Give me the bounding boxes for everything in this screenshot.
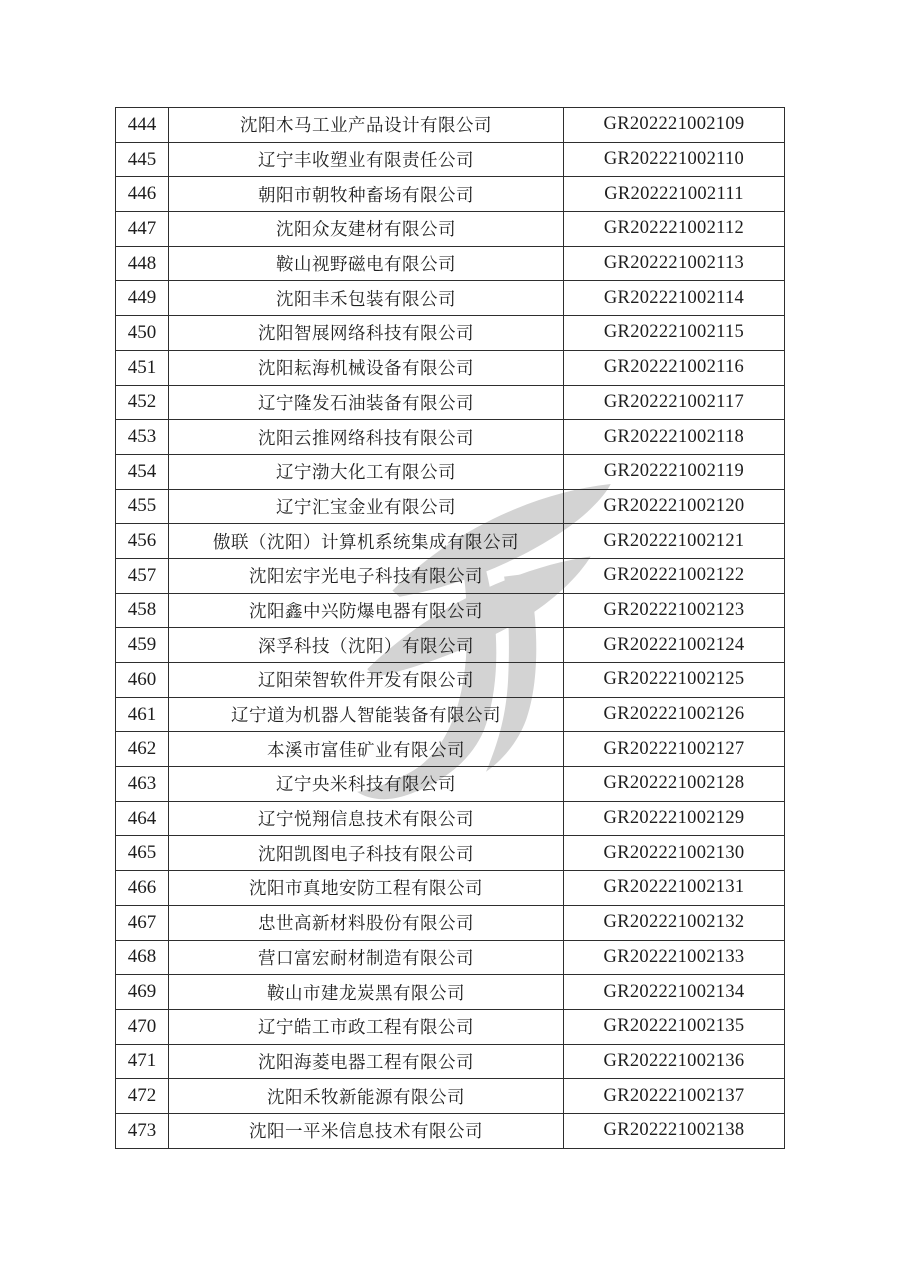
- row-number: 471: [116, 1044, 169, 1079]
- gr-code: GR202221002126: [564, 697, 785, 732]
- row-number: 447: [116, 212, 169, 247]
- row-number: 459: [116, 628, 169, 663]
- table-row: [116, 246, 785, 281]
- table-row: [116, 385, 785, 420]
- gr-code: GR202221002124: [564, 628, 785, 663]
- table-row: [116, 142, 785, 177]
- company-name: 辽宁隆发石油装备有限公司: [169, 385, 564, 420]
- gr-code: GR202221002109: [564, 108, 785, 143]
- company-name: 辽宁道为机器人智能装备有限公司: [169, 697, 564, 732]
- gr-code: GR202221002131: [564, 871, 785, 906]
- table-row: [116, 905, 785, 940]
- company-name: 沈阳智展网络科技有限公司: [169, 316, 564, 351]
- table-row: [116, 454, 785, 489]
- row-number: 468: [116, 940, 169, 975]
- company-name: 忠世高新材料股份有限公司: [169, 905, 564, 940]
- company-name: 沈阳鑫中兴防爆电器有限公司: [169, 593, 564, 628]
- company-name: 辽宁央米科技有限公司: [169, 767, 564, 802]
- table-row: [116, 732, 785, 767]
- gr-code: GR202221002125: [564, 663, 785, 698]
- gr-code: GR202221002111: [564, 177, 785, 212]
- row-number: 472: [116, 1079, 169, 1114]
- table-row: [116, 558, 785, 593]
- gr-code: GR202221002138: [564, 1113, 785, 1148]
- table-row: [116, 316, 785, 351]
- table-row: [116, 108, 785, 143]
- table-row: [116, 1113, 785, 1148]
- table-row: [116, 940, 785, 975]
- table-row: [116, 663, 785, 698]
- gr-code: GR202221002120: [564, 489, 785, 524]
- gr-code: GR202221002117: [564, 385, 785, 420]
- row-number: 450: [116, 316, 169, 351]
- gr-code: GR202221002137: [564, 1079, 785, 1114]
- company-name: 辽宁悦翔信息技术有限公司: [169, 801, 564, 836]
- table-row: [116, 1044, 785, 1079]
- company-name: 辽宁渤大化工有限公司: [169, 454, 564, 489]
- company-registry-table: [115, 107, 785, 1149]
- gr-code: GR202221002123: [564, 593, 785, 628]
- table-row: [116, 1009, 785, 1044]
- table-row: [116, 975, 785, 1010]
- table-row: [116, 593, 785, 628]
- company-name: 营口富宏耐材制造有限公司: [169, 940, 564, 975]
- company-name: 沈阳宏宇光电子科技有限公司: [169, 558, 564, 593]
- row-number: 463: [116, 767, 169, 802]
- table-row: [116, 524, 785, 559]
- row-number: 464: [116, 801, 169, 836]
- company-name: 沈阳耘海机械设备有限公司: [169, 350, 564, 385]
- company-name: 本溪市富佳矿业有限公司: [169, 732, 564, 767]
- gr-code: GR202221002115: [564, 316, 785, 351]
- company-name: 辽宁皓工市政工程有限公司: [169, 1009, 564, 1044]
- row-number: 445: [116, 142, 169, 177]
- gr-code: GR202221002134: [564, 975, 785, 1010]
- gr-code: GR202221002132: [564, 905, 785, 940]
- row-number: 461: [116, 697, 169, 732]
- table-row: [116, 801, 785, 836]
- row-number: 448: [116, 246, 169, 281]
- row-number: 444: [116, 108, 169, 143]
- company-name: 辽阳荣智软件开发有限公司: [169, 663, 564, 698]
- row-number: 466: [116, 871, 169, 906]
- table-row: [116, 281, 785, 316]
- table-row: [116, 871, 785, 906]
- table-row: [116, 697, 785, 732]
- gr-code: GR202221002133: [564, 940, 785, 975]
- gr-code: GR202221002135: [564, 1009, 785, 1044]
- gr-code: GR202221002136: [564, 1044, 785, 1079]
- row-number: 454: [116, 454, 169, 489]
- company-name: 辽宁丰收塑业有限责任公司: [169, 142, 564, 177]
- table-row: [116, 836, 785, 871]
- gr-code: GR202221002129: [564, 801, 785, 836]
- company-name: 沈阳一平米信息技术有限公司: [169, 1113, 564, 1148]
- row-number: 460: [116, 663, 169, 698]
- row-number: 452: [116, 385, 169, 420]
- gr-code: GR202221002112: [564, 212, 785, 247]
- table-body: [116, 108, 785, 1149]
- gr-code: GR202221002110: [564, 142, 785, 177]
- row-number: 465: [116, 836, 169, 871]
- row-number: 456: [116, 524, 169, 559]
- table-row: [116, 177, 785, 212]
- gr-code: GR202221002121: [564, 524, 785, 559]
- table-row: [116, 350, 785, 385]
- gr-code: GR202221002130: [564, 836, 785, 871]
- row-number: 469: [116, 975, 169, 1010]
- row-number: 449: [116, 281, 169, 316]
- gr-code: GR202221002127: [564, 732, 785, 767]
- row-number: 451: [116, 350, 169, 385]
- table-row: [116, 489, 785, 524]
- table-row: [116, 1079, 785, 1114]
- company-name: 辽宁汇宝金业有限公司: [169, 489, 564, 524]
- company-name: 深孚科技（沈阳）有限公司: [169, 628, 564, 663]
- table-row: [116, 420, 785, 455]
- company-name: 鞍山市建龙炭黑有限公司: [169, 975, 564, 1010]
- row-number: 455: [116, 489, 169, 524]
- gr-code: GR202221002116: [564, 350, 785, 385]
- company-name: 沈阳凯图电子科技有限公司: [169, 836, 564, 871]
- company-name: 沈阳市真地安防工程有限公司: [169, 871, 564, 906]
- company-name: 沈阳木马工业产品设计有限公司: [169, 108, 564, 143]
- company-name: 朝阳市朝牧种畜场有限公司: [169, 177, 564, 212]
- gr-code: GR202221002128: [564, 767, 785, 802]
- table-row: [116, 628, 785, 663]
- company-name: 傲联（沈阳）计算机系统集成有限公司: [169, 524, 564, 559]
- table-row: [116, 767, 785, 802]
- company-name: 沈阳云推网络科技有限公司: [169, 420, 564, 455]
- row-number: 453: [116, 420, 169, 455]
- gr-code: GR202221002118: [564, 420, 785, 455]
- row-number: 458: [116, 593, 169, 628]
- company-name: 沈阳众友建材有限公司: [169, 212, 564, 247]
- row-number: 462: [116, 732, 169, 767]
- table-row: [116, 212, 785, 247]
- row-number: 470: [116, 1009, 169, 1044]
- row-number: 446: [116, 177, 169, 212]
- company-name: 沈阳禾牧新能源有限公司: [169, 1079, 564, 1114]
- gr-code: GR202221002113: [564, 246, 785, 281]
- company-name: 沈阳海菱电器工程有限公司: [169, 1044, 564, 1079]
- gr-code: GR202221002114: [564, 281, 785, 316]
- gr-code: GR202221002122: [564, 558, 785, 593]
- company-name: 沈阳丰禾包装有限公司: [169, 281, 564, 316]
- company-name: 鞍山视野磁电有限公司: [169, 246, 564, 281]
- row-number: 467: [116, 905, 169, 940]
- row-number: 473: [116, 1113, 169, 1148]
- row-number: 457: [116, 558, 169, 593]
- gr-code: GR202221002119: [564, 454, 785, 489]
